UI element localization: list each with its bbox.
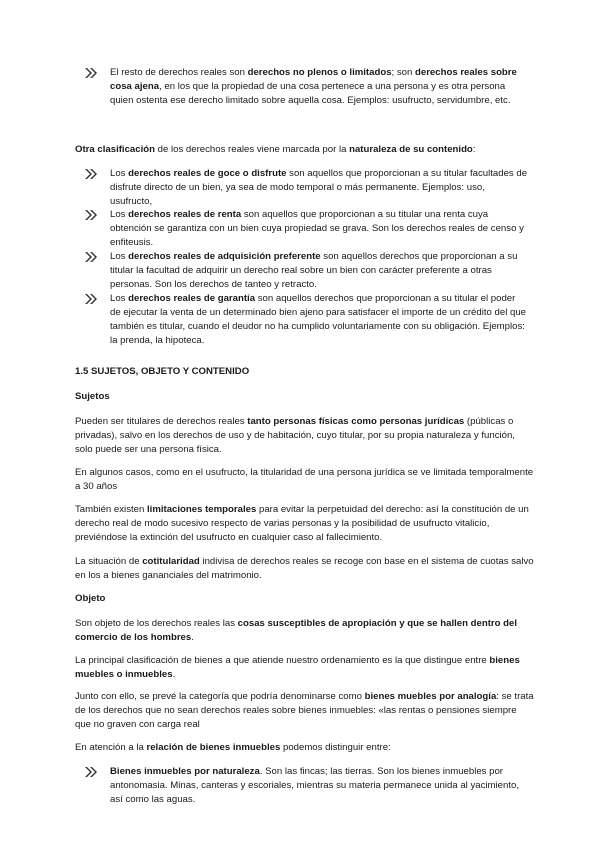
paragraph: En algunos casos, como en el usufructo, la titularidad de una persona jurídica se ve limitada temporalmente a 30 años [75, 467, 534, 492]
double-arrow-bullet-icon [84, 766, 98, 778]
bold-text: bienes muebles por analogía [364, 691, 497, 702]
bold-text: bienes muebles o inmuebles [75, 655, 520, 680]
text-run: También existen [75, 504, 147, 515]
bold-text: derechos reales de adquisición preferente [128, 251, 321, 262]
text-run: son aquellos que proporcionan a su titular una renta cuya obtención se garantiza con un bien cuya propiedad se grava. Son los derechos reales de censo y enfiteusis. [110, 209, 524, 248]
list-item-text [110, 292, 528, 348]
text-run: Los [110, 293, 129, 304]
double-arrow-bullet-icon [84, 251, 98, 263]
bold-text: tanto personas físicas como personas jurídicas [247, 416, 465, 427]
double-arrow-bullet-icon [84, 293, 98, 305]
bold-text: cotitularidad [142, 556, 200, 567]
text-run: . [172, 669, 176, 680]
text-run: podemos distinguir entre: [280, 742, 391, 753]
subsection-title: Sujetos [75, 391, 110, 402]
text-run: La situación de [75, 556, 143, 567]
paragraph [75, 617, 535, 645]
bold-text: relación de bienes inmuebles [146, 742, 281, 753]
bold-text: Bienes inmuebles por naturaleza [110, 766, 260, 777]
text-run: Los [110, 168, 129, 179]
bold-text: limitaciones temporales [147, 504, 257, 515]
double-arrow-bullet-icon [84, 67, 98, 79]
text-run: En atención a la [75, 742, 147, 753]
paragraph [75, 555, 535, 583]
text-run: (públicas o privadas), salvo en los derechos de uso y de habitación, cuyo titular, por su propia naturaleza y función, solo puede ser una persona física. [75, 416, 515, 455]
paragraph [75, 690, 535, 732]
paragraph [75, 654, 535, 682]
list-item-text [110, 208, 528, 250]
text-run: son aquellos derechos que proporcionan a su titular el poder de ejecutar la venta de un determinado bien ajeno para satisfacer el importe de un crédito del que también es titular, cuando el deudor no ha cumplido voluntariamente con su obligación. Ejemplos: la prenda, la hipoteca. [110, 293, 526, 346]
double-arrow-bullet-icon [84, 168, 98, 180]
list-item-text [110, 66, 528, 108]
paragraph [75, 143, 535, 157]
bold-text: derechos reales de garantía [128, 293, 256, 304]
text-run: son aquellos derechos que proporcionan a su titular la facultad de adquirir un derecho real sobre un bien con carácter preferente a otras personas. Son los derechos de tanteo y retracto. [110, 251, 518, 290]
paragraph [75, 503, 535, 545]
list-item-text [110, 250, 528, 292]
subsection-title: Objeto [75, 593, 106, 604]
bold-text: Otra clasificación [75, 144, 155, 155]
paragraph [75, 415, 535, 457]
bold-text: derechos reales de goce o disfrute [128, 168, 287, 179]
text-run: para evitar la perpetuidad del derecho: así la constitución de un derecho real de modo sucesivo respecto de varias personas y la posibilidad de usufructo vitalicio, previéndose la extinción del usufructo en cualquier caso al fallecimiento. [75, 504, 529, 543]
paragraph [75, 741, 535, 755]
text-run: ; son [391, 67, 415, 78]
text-run: Los [110, 209, 129, 220]
text-run: La principal clasificación de bienes a que atiende nuestro ordenamiento es la que distingue entre [75, 655, 490, 666]
bold-text: derechos reales sobre cosa ajena [110, 67, 517, 92]
text-run: indivisa de derechos reales se recoge con base en el sistema de cuotas salvo en los a bienes gananciales del matrimonio. [75, 556, 534, 581]
bold-text: derechos reales de renta [128, 209, 242, 220]
text-run: . [191, 632, 194, 643]
text-run: de los derechos reales viene marcada por la [154, 144, 350, 155]
bold-text: naturaleza de su contenido [349, 144, 473, 155]
bold-text: cosas susceptibles de apropiación y que se hallen dentro del comercio de los hombres [75, 618, 518, 643]
text-run: Junto con ello, se prevé la categoría que podría denominarse como [75, 691, 365, 702]
text-run: Son objeto de los derechos reales las [75, 618, 238, 629]
text-run: . Son las fincas; las tierras. Son los bienes inmuebles por antonomasia. Minas, canteras y escoriales, mientras su materia permanece unida al yacimiento, así como las aguas. [110, 766, 519, 805]
text-run: Pueden ser titulares de derechos reales [75, 416, 248, 427]
text-run: : se trata de los derechos que no sean derechos reales sobre bienes inmuebles: «las rentas o pensiones siempre que no graven con carga real [75, 691, 534, 730]
list-item-text [110, 765, 528, 807]
text-run: El resto de derechos reales son [110, 67, 248, 78]
text-run: , en los que la propiedad de una cosa pertenece a una persona y es otra persona quien ostenta ese derecho limitado sobre aquella cosa. Ejemplos: usufructo, servidumbre, etc. [110, 81, 511, 106]
text-run: Los [110, 251, 129, 262]
double-arrow-bullet-icon [84, 209, 98, 221]
list-item-text [110, 167, 528, 209]
text-run: son aquellos que proporcionan a su titular facultades de disfrute directo de un bien, ya sea de modo temporal o más permanente. Ejemplos: uso, usufructo, [110, 168, 528, 207]
bold-text: derechos no plenos o limitados [247, 67, 392, 78]
text-run: : [472, 144, 476, 155]
section-title: 1.5 SUJETOS, OBJETO Y CONTENIDO [75, 366, 250, 377]
